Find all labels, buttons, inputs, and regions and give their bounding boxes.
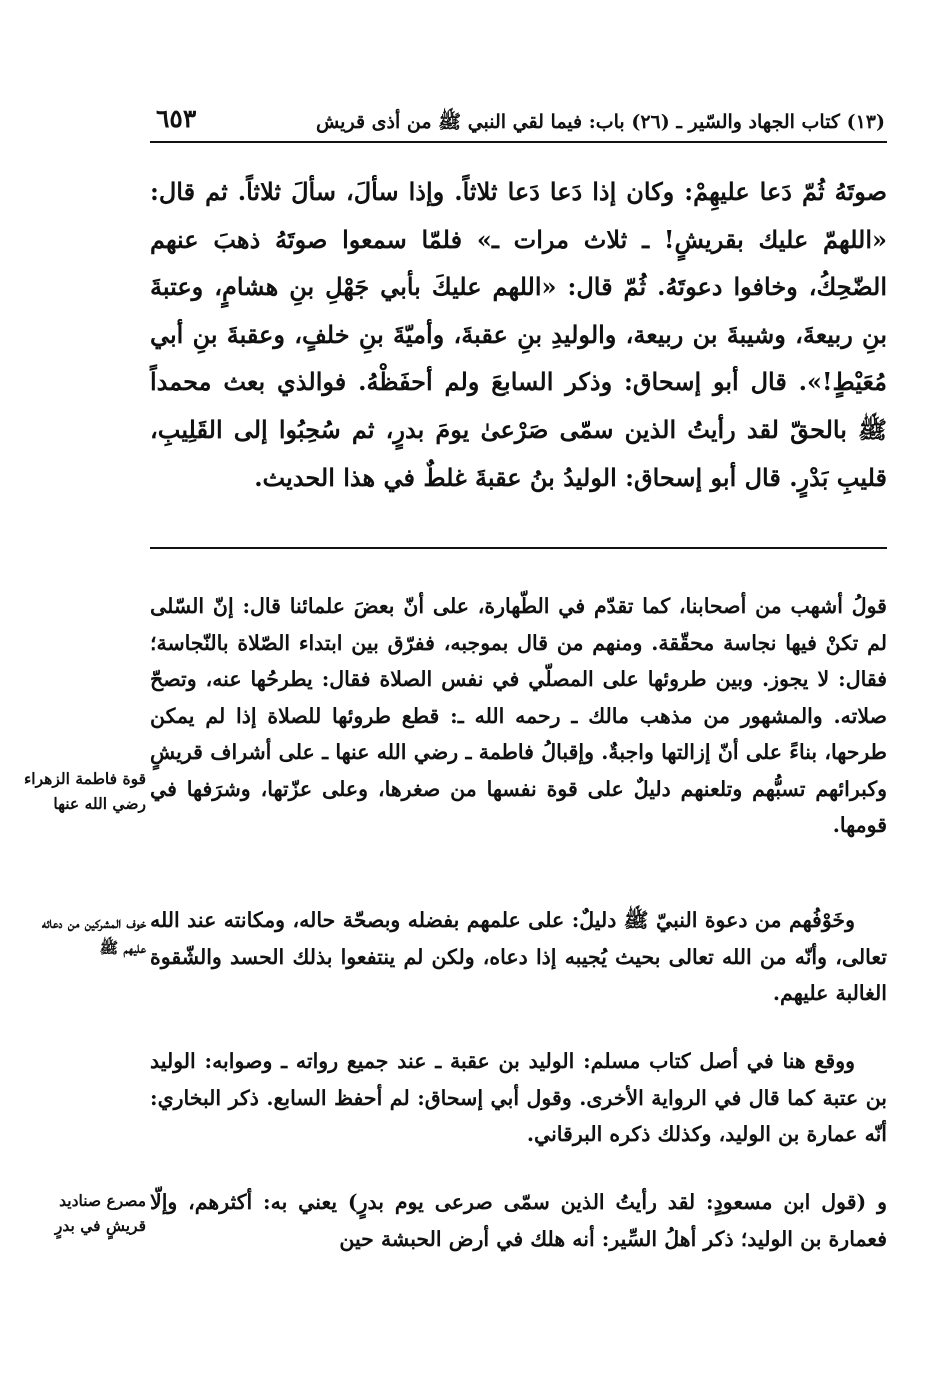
page-header — [150, 102, 885, 138]
margin-note-badr: مصرع صناديد قريشٍ في بدرٍ — [54, 1191, 146, 1235]
commentary-paragraph: قولُ أشهب من أصحابنا، كما تقدّم في الطّهارة، على أنّ بعضَ علمائنا قال: إنّ السّلى لم تكنْ فيها نجاسة محقّقة. ومنهم من قال بموجبه، ففرّق بين ابتداء الصّلاة بالنّجاسة؛ فقال: لا يجوز. وبين طروئها على المصلّي في نفس الصلاة فقال: يطرحُها عنه، وتصحّ صلاته. والمشهور من مذهب مالك ـ رحمه الله ـ: قطع طروئها للصلاة إذا لم يمكن طرحها، بناءً على أنّ إزالتها واجبةٌ. وإقبالُ فاطمة ـ رضي الله عنها ـ على أشراف قريشٍ وكبرائهم تسبُّهم وتلعنهم دليلٌ على قوة نفسها من صغرها، وعلى عزّتها، وشرَفها في قومها. — [150, 594, 887, 837]
commentary-block-2 — [150, 902, 887, 1012]
commentary-paragraph: وخَوْفُهم من دعوة النبيّ ﷺ دليلٌ: على علمهم بفضله وبصحّة حاله، ومكانته عند الله تعالى، وأنّه من الله تعالى بحيث يُجيبه إذا دعاه، ولكن لم ينتفعوا بذلك الحسد والشّقوة الغالبة عليهم. — [150, 908, 887, 1005]
page-number: ٦٥٣ — [156, 104, 197, 133]
margin-note-fatima: قوة فاطمة الزهراء رضي الله عنها — [24, 769, 146, 813]
commentary-paragraph: ووقع هنا في أصل كتاب مسلم: الوليد بن عقبة ـ عند جميع رواته ـ وصوابه: الوليد بن عتبة كما قال في الرواية الأخرى. وقول أبي إسحاق: لم أحفظ السابع. ذكر البخاري: أنّه عمارة بن الوليد، وكذلك ذكره البرقاني. — [150, 1049, 887, 1146]
separator-rule — [150, 547, 887, 549]
hadith-paragraph: صوتَهُ ثُمّ دَعا عليهِمْ: وكان إذا دَعا دَعا ثلاثاً. وإذا سألَ، سألَ ثلاثاً. ثم قال: «اللهمّ عليك بقريشٍ! ـ ثلاث مرات ـ» فلمّا سمعوا صوتَهُ ذهبَ عنهم الضّحِكُ، وخافوا دعوتَهُ. ثُمّ قال: «اللهم عليكَ بأبي جَهْلِ بنِ هشامٍ، وعتبةَ بنِ ربيعةَ، وشيبةَ بن ربيعة، والوليدِ بنِ عقبةَ، وأميّةَ بنِ خلفٍ، وعقبةَ بنِ أبي مُعَيْطٍ!». قال أبو إسحاق: وذكر السابعَ ولم أحفَظْهُ. فوالذي بعث محمداً ﷺ بالحقّ لقد رأيتُ الذين سمّى صَرْعىٰ يومَ بدرٍ، ثم سُحِبُوا إلى القَلِيبِ، قليبِ بَدْرٍ. قال أبو إسحاق: الوليدُ بنُ عقبةَ غلطٌ في هذا الحديث. — [150, 177, 887, 492]
commentary-block-3 — [150, 1043, 887, 1153]
commentary-paragraph: و (قول ابن مسعودٍ: لقد رأيتُ الذين سمّى صرعى يوم بدرٍ) يعني به: أكثرهم، وإلّا فعمارة بن الوليد؛ ذكر أهلُ السِّير: أنه هلك في أرض الحبشة حين — [150, 1190, 887, 1251]
header-rule — [150, 141, 887, 143]
commentary-block-1 — [150, 588, 887, 844]
commentary-block-4 — [150, 1184, 887, 1257]
running-title: (١٣) كتاب الجهاد والسّير ـ (٢٦) باب: فيما لقي النبي ﷺ من أذى قريش — [315, 111, 885, 133]
hadith-text — [150, 168, 887, 501]
margin-note-fear: خوف المشركين من دعائه عليهم ﷺ — [41, 913, 146, 957]
